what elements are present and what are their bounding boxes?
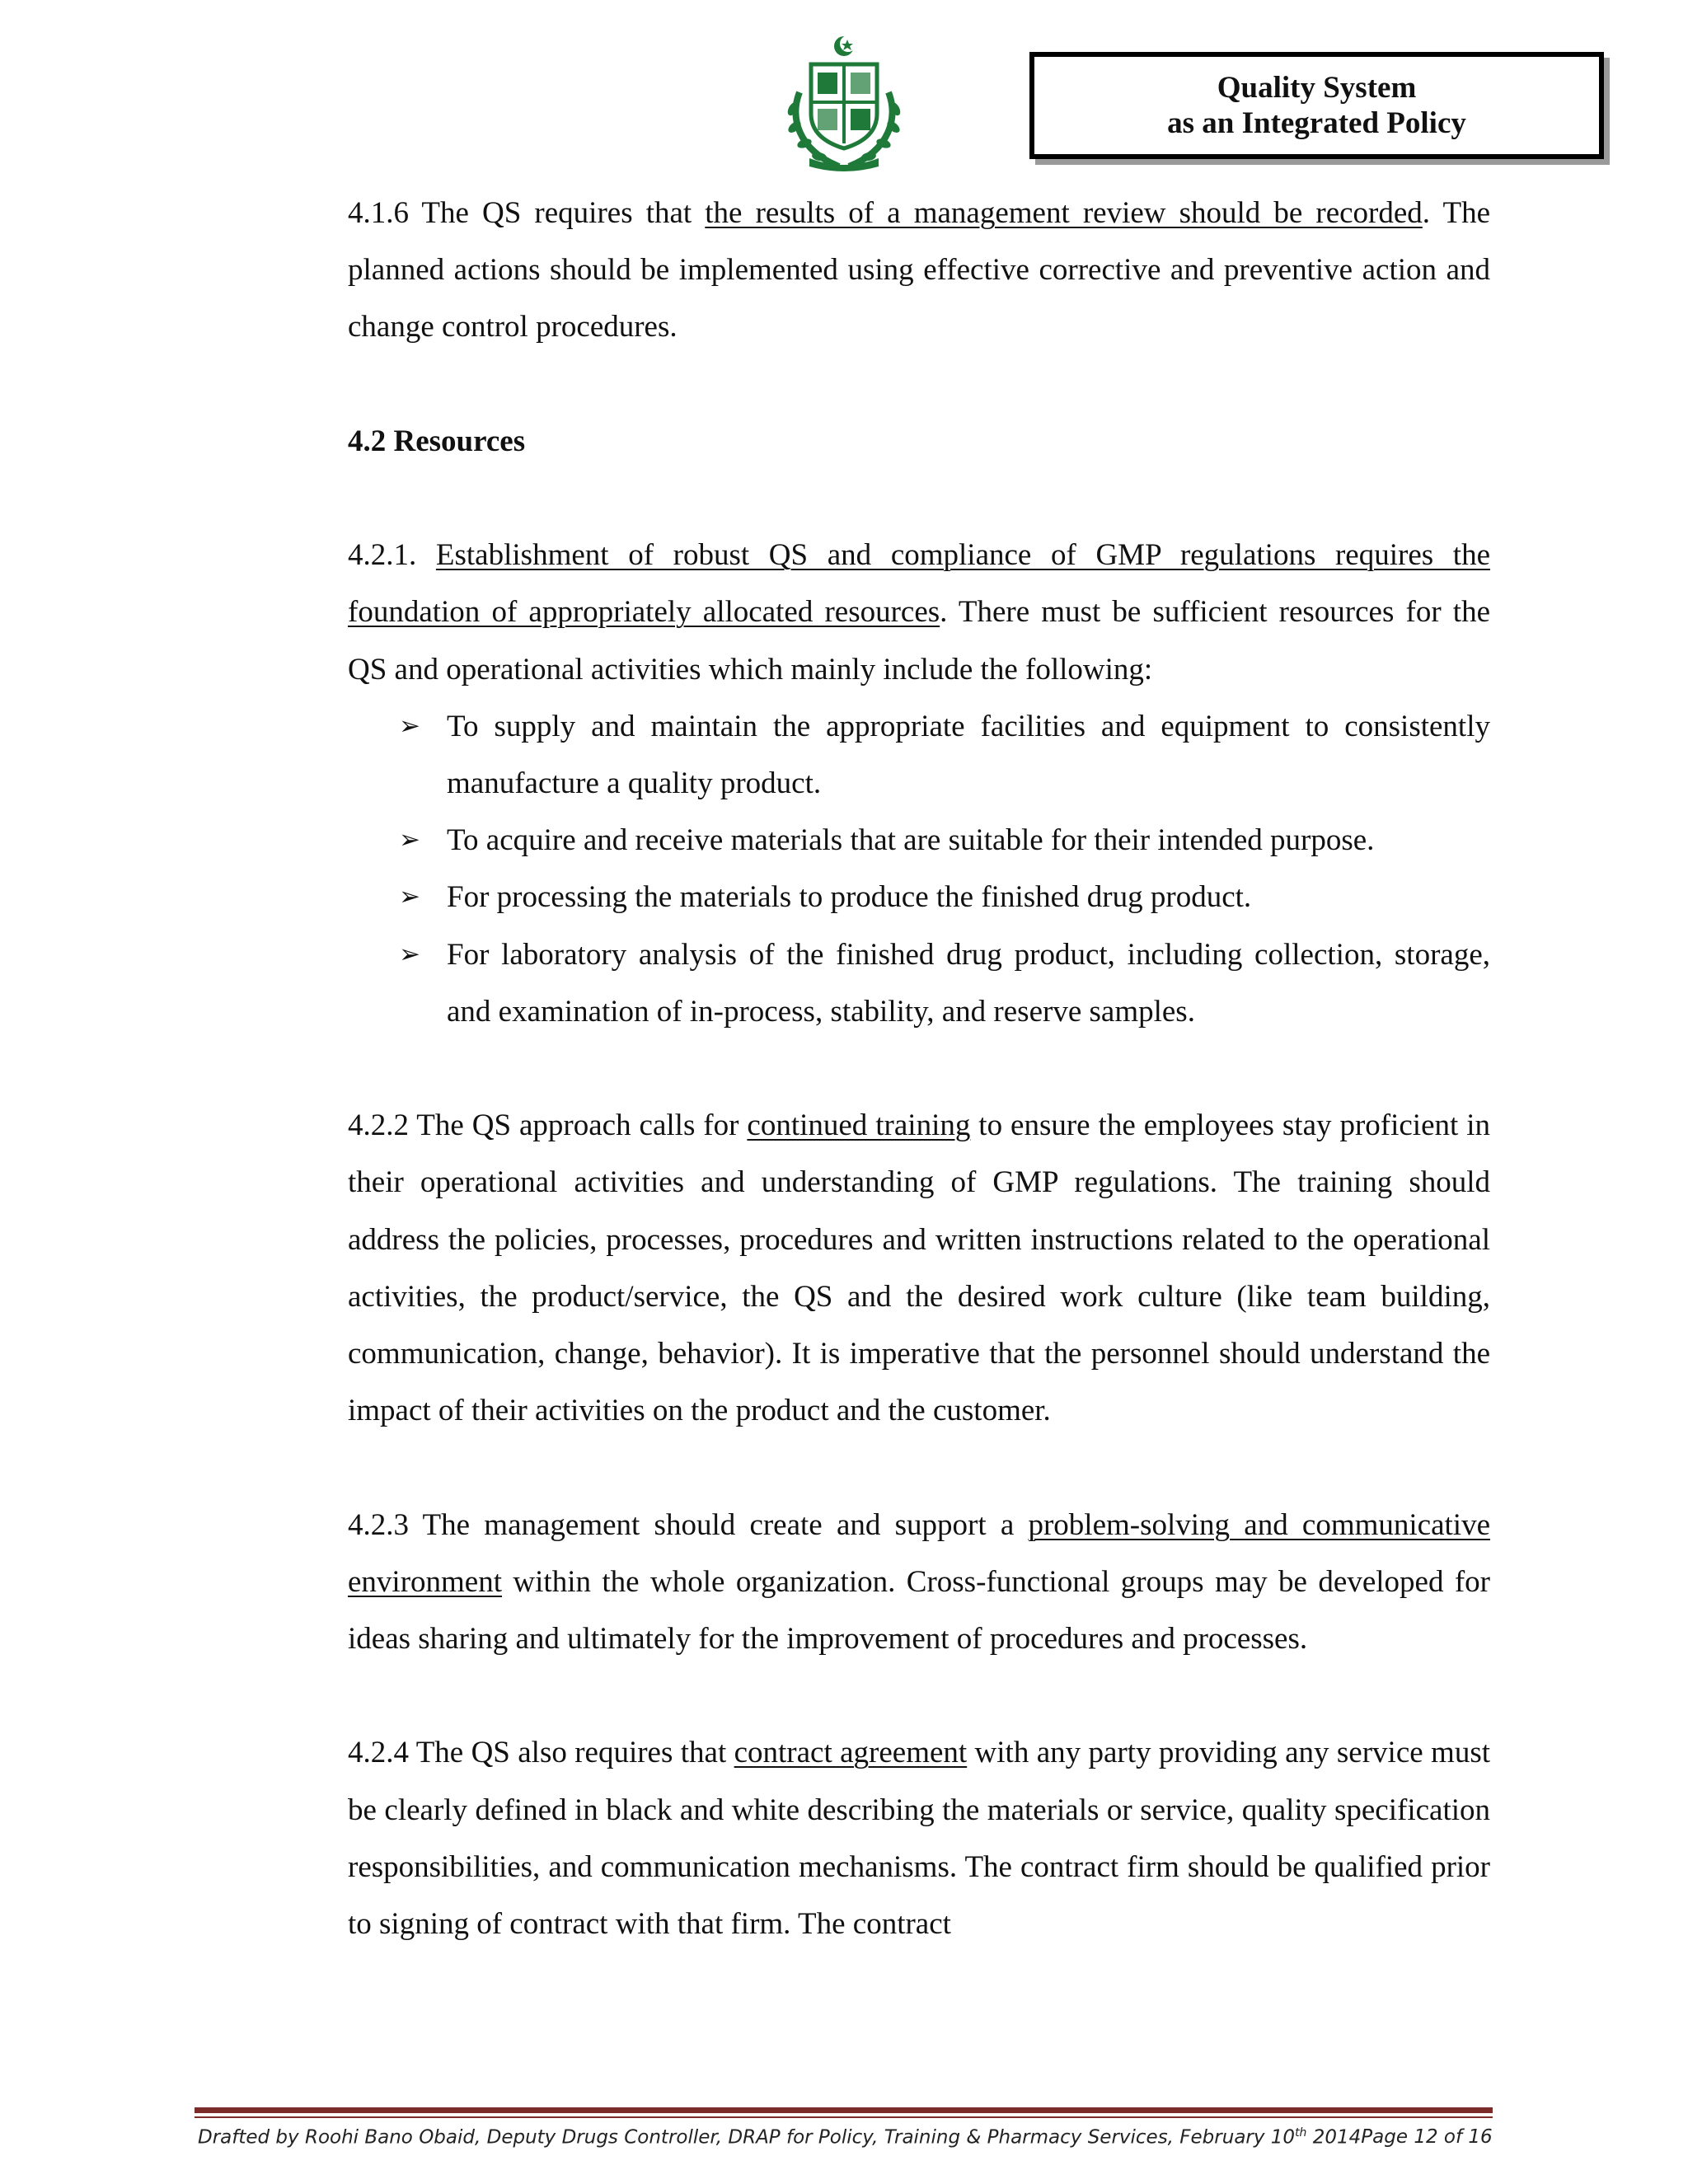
section-heading-resources: 4.2 Resources — [348, 424, 526, 458]
paragraph-4-2-3: 4.2.3 The management should create and support a problem-solving and communicative environment within the whole organization. Cross-functional groups may be developed for ideas sharing and ultimately for the improvement of procedures and processes. — [348, 1507, 1491, 1657]
header-title-line1: Quality System — [1217, 71, 1417, 105]
footer-rule-thick — [195, 2107, 1493, 2113]
underlined-phrase: continued training — [747, 1108, 971, 1143]
arrowhead-bullet-icon: ➢ — [399, 710, 420, 741]
header-title-line2: as an Integrated Policy — [1167, 106, 1466, 140]
state-emblem-icon — [781, 35, 907, 171]
list-item: ➢ To supply and maintain the appropriate facilities and equipment to consistently manufacture a quality product. — [447, 698, 1490, 812]
list-item: ➢ For processing the materials to produce the finished drug product. — [447, 869, 1490, 926]
list-item: ➢ For laboratory analysis of the finished drug product, including collection, storage, and examination of in-process, stability, and reserve samples. — [447, 926, 1490, 1040]
footer-page-number: Page 12 of 16 — [1361, 2126, 1493, 2148]
footer-rule-thin — [195, 2116, 1493, 2118]
arrowhead-bullet-icon: ➢ — [399, 825, 420, 855]
paragraph-4-2-4: 4.2.4 The QS also requires that contract agreement with any party providing any service must be clearly defined in black and white describing the materials or service, quality specification responsibilities, and communication mechanisms. The contract firm should be qualified prior to signing of contract with that firm. The contract — [348, 1736, 1490, 1942]
document-header-box — [1029, 52, 1604, 159]
underlined-phrase: Establishment of robust QS and compliance of GMP regulations requires the foundation of appropriately allocated resources — [348, 538, 1490, 630]
resource-bullet-list — [348, 698, 1490, 1040]
arrowhead-bullet-icon: ➢ — [399, 939, 420, 969]
paragraph-4-2-2: 4.2.2 The QS approach calls for continued training to ensure the employees stay proficient in their operational activities and understanding of GMP regulations. The training should address the policies, processes, procedures and written instructions related to the operational activities, the product/service, the QS and the desired work culture (like team building, communication, change, behavior). It is imperative that the personnel should understand the impact of their activities on the product and the customer. — [348, 1108, 1491, 1428]
underlined-phrase: problem-solving and communicative environment — [348, 1507, 1491, 1599]
list-item: ➢ To acquire and receive materials that are suitable for their intended purpose. — [447, 812, 1490, 869]
document-body — [348, 185, 1490, 1952]
underlined-phrase: the results of a management review should be recorded — [705, 196, 1423, 230]
arrowhead-bullet-icon: ➢ — [399, 882, 420, 912]
underlined-phrase: contract agreement — [734, 1736, 968, 1770]
page-footer — [198, 2121, 1492, 2154]
paragraph-4-2-1: 4.2.1. Establishment of robust QS and compliance of GMP regulations requires the foundation of appropriately allocated resources. There must be sufficient resources for the QS and operational activities which mainly include the following: — [348, 538, 1490, 687]
footer-drafted-by: Drafted by Roohi Bano Obaid, Deputy Drugs Controller, DRAP for Policy, Training & Pharmacy Services, February 10th 2014 — [198, 2125, 1362, 2149]
paragraph-4-1-6: 4.1.6 The QS requires that the results of a management review should be recorded. The planned actions should be implemented using effective corrective and preventive action and change control procedures. — [348, 196, 1490, 344]
